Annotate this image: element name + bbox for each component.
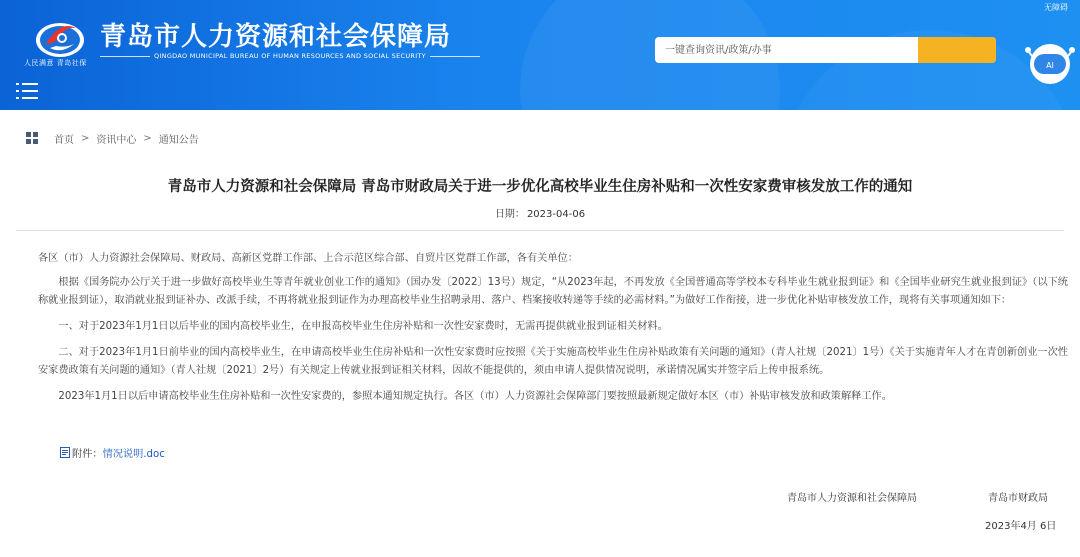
article-greeting: 各区（市）人力资源社会保障局、财政局、高新区党群工作部、上合示范区综合部、自贸片区党群工作部，各有关单位： [38, 253, 578, 264]
grid-icon [26, 132, 38, 144]
attachment-link[interactable]: 情况说明.doc [102, 449, 165, 460]
article-title: 青岛市人力资源和社会保障局 青岛市财政局关于进一步优化高校毕业生住房补贴和一次性安家费审核发放工作的通知 [167, 179, 913, 195]
site-subtitle: QINGDAO MUNICIPAL BUREAU OF HUMAN RESOURCES AND SOCIAL SECURITY [154, 52, 426, 60]
breadcrumb-notices[interactable]: 通知公告 [158, 134, 199, 146]
signer-finance-bureau: 青岛市财政局 [988, 493, 1048, 504]
ai-label: AI [1046, 61, 1054, 70]
article-paragraph: 根据《国务院办公厅关于进一步做好高校毕业生等青年就业创业工作的通知》（国办发〔2022〕13号）规定，“从2023年起，不再发放《全国普通高等学校本专科毕业生就业报到证》和《全国毕业研究生就业报到证》（以下统称就业报到证），取消就业报到证补办、改派手续，不再将就业报到证作为办理高校毕业生招聘录用、落户、档案接收转递等手续的必需材料。”为做好工作衔接，进一步优化补贴审核发放工作，现将有关事项通知如下： [38, 277, 1068, 306]
site-header [0, 0, 1080, 110]
article-body [38, 250, 1068, 414]
search-input[interactable] [655, 37, 918, 63]
signer-hr-bureau: 青岛市人力资源和社会保障局 [787, 493, 917, 504]
search-box [655, 37, 996, 63]
breadcrumb-separator: > [81, 132, 90, 144]
site-subtitle-row [100, 50, 480, 62]
accessibility-link[interactable]: 无障碍 [1044, 3, 1068, 12]
menu-icon[interactable] [16, 82, 38, 100]
ai-assistant-icon[interactable] [1024, 40, 1076, 86]
bureau-logo-icon[interactable] [32, 14, 88, 60]
article-paragraph: 二、对于2023年1月1日前毕业的国内高校毕业生，在申请高校毕业生住房补贴和一次性安家费时应按照《关于实施高校毕业生住房补贴政策有关问题的通知》（青人社规〔2021〕1号）《关于实施青年人才在青创新创业一次性安家费政策有关问题的通知》（青人社规〔2021〕2号）有关规定上传就业报到证相关材料，因故不能提供的，须由申请人提供情况说明，承诺情况属实并签字后上传申报系统。 [38, 347, 1068, 376]
article-date: 2023-04-06 [526, 209, 586, 220]
article-paragraph: 2023年1月1日以后申请高校毕业生住房补贴和一次性安家费的，参照本通知规定执行。各区（市）人力资源社会保障部门要按照最新规定做好本区（市）补贴审核发放和政策解释工作。 [58, 391, 892, 402]
logo-slogan: 人民满意 青岛社保 [24, 59, 87, 67]
article-date-row [0, 205, 1080, 220]
article-paragraph: 一、对于2023年1月1日以后毕业的国内高校毕业生，在申报高校毕业生住房补贴和一次性安家费时，无需再提供就业报到证相关材料。 [58, 321, 668, 332]
date-label: 日期： [494, 209, 525, 220]
search-button[interactable] [918, 37, 996, 63]
sign-date: 2023年4月 6日 [985, 521, 1057, 532]
attachment-label: 附件： [72, 449, 103, 460]
divider [16, 230, 1064, 231]
breadcrumb-home[interactable]: 首页 [54, 134, 74, 146]
breadcrumb-separator: > [143, 132, 152, 144]
document-icon [60, 447, 70, 458]
site-title[interactable]: 青岛市人力资源和社会保障局 [100, 22, 452, 52]
breadcrumb-news-center[interactable]: 资讯中心 [96, 134, 137, 146]
breadcrumb [26, 130, 199, 146]
attachment-row [60, 445, 165, 460]
